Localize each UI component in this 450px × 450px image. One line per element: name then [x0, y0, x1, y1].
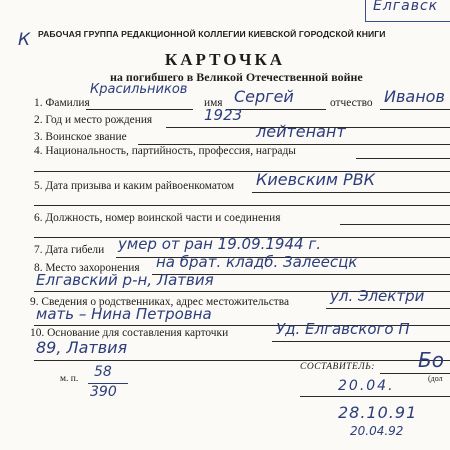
field-8-label: 8. Место захоронения: [34, 262, 140, 274]
field-3-value: лейтенант: [256, 122, 346, 141]
position-hint: (дол: [428, 374, 443, 383]
card-title: КАРТОЧКА: [164, 50, 286, 69]
field-1c-value: Иванов: [384, 87, 445, 106]
field-9-value: ул. Электри: [330, 287, 425, 305]
field-1c-label: отчество: [330, 97, 373, 109]
field-5-label: 5. Дата призыва и каким райвоенкоматом: [34, 180, 235, 192]
field-9-label: 9. Сведения о родственниках, адрес местожительства: [30, 296, 290, 308]
date-1: 20.04.: [338, 378, 395, 394]
corner-mark: К: [18, 30, 31, 50]
field-1b-value: Сергей: [234, 87, 294, 106]
mp-number-top: 58: [94, 364, 112, 380]
field-1-value: Красильников: [90, 82, 188, 97]
field-10-label: 10. Основание для составления карточки: [30, 327, 229, 339]
field-8-value-line2: Елгавский р-н, Латвия: [36, 271, 214, 289]
field-6-label: 6. Должность, номер воинской части и соединения: [34, 212, 281, 224]
field-9-value-line2: мать – Нина Петровна: [36, 305, 212, 323]
top-right-stamp: Елгавск: [373, 0, 439, 14]
field-7-value: умер от ран 19.09.1944 г.: [118, 235, 321, 253]
field-8-value: на брат. кладб. Залеесцк: [156, 253, 358, 271]
field-3-label: 3. Воинское звание: [34, 131, 127, 143]
header-text: РАБОЧАЯ ГРУППА РЕДАКЦИОННОЙ КОЛЛЕГИИ КИЕВСКОЙ ГОРОДСКОЙ КНИГИ: [38, 29, 386, 39]
field-10-value-line2: 89, Латвия: [36, 338, 128, 357]
compiler-label: СОСТАВИТЕЛЬ:: [300, 362, 375, 372]
field-2-value: 1923: [204, 106, 243, 124]
mp-number-bottom: 390: [90, 384, 117, 400]
card-subtitle: на погибшего в Великой Отечественной войне: [110, 70, 363, 84]
field-1-label: 1. Фамилия: [34, 97, 90, 109]
mp-label: м. п.: [60, 374, 79, 384]
field-10-value: Уд. Елгавского П: [276, 320, 410, 338]
field-7-label: 7. Дата гибели: [34, 244, 105, 256]
date-3: 20.04.92: [350, 424, 404, 438]
compiler-signature: Бо: [418, 348, 444, 372]
field-4-label: 4. Национальность, партийность, профессия, награды: [34, 145, 296, 157]
field-1b-label: имя: [204, 97, 223, 109]
date-2: 28.10.91: [338, 403, 418, 422]
field-5-value: Киевским РВК: [256, 170, 376, 189]
field-2-label: 2. Год и место рождения: [34, 114, 153, 126]
